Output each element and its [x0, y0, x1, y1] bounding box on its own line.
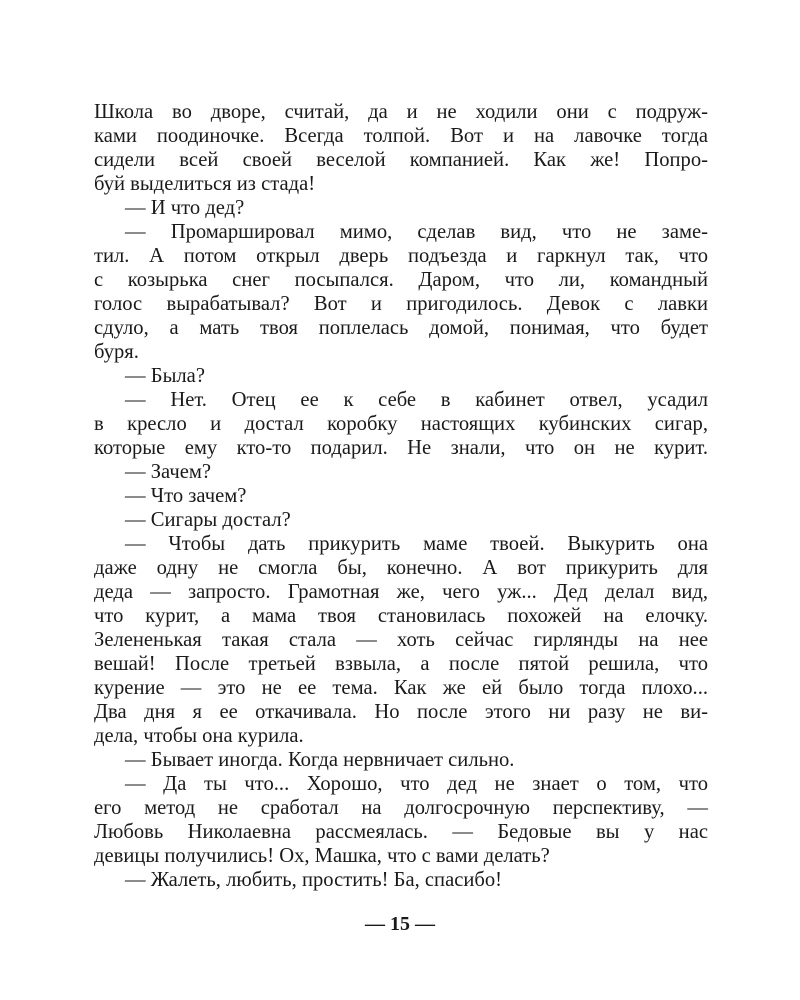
- text-line: сдуло, а мать твоя поплелась домой, понимая, что будет: [94, 317, 708, 339]
- dialogue-line: — Бывает иногда. Когда нервничает сильно.: [125, 749, 515, 771]
- dialogue-line: — Да ты что... Хорошо, что дед не знает о том, что: [125, 773, 708, 795]
- dialogue-line: — Что зачем?: [125, 485, 247, 507]
- text-line: голос вырабатывал? Вот и пригодилось. Девок с лавки: [94, 293, 708, 315]
- text-line: сидели всей своей веселой компанией. Как же! Попро-: [94, 149, 708, 171]
- dialogue-line: — Промаршировал мимо, сделав вид, что не заме-: [125, 221, 708, 243]
- text-line: Два дня я ее откачивала. Но после этого ни разу не ви-: [94, 701, 708, 723]
- text-line: с козырька снег посыпался. Даром, что ли, командный: [94, 269, 708, 291]
- body-text: [94, 100, 708, 892]
- text-line: даже одну не смогла бы, конечно. А вот прикурить для: [94, 557, 708, 579]
- text-line: буря.: [94, 341, 139, 363]
- text-line: Школа во дворе, считай, да и не ходили они с подруж-: [94, 101, 708, 123]
- text-line: деда — запросто. Грамотная же, чего уж... Дед делал вид,: [94, 581, 708, 603]
- text-line: дела, чтобы она курила.: [94, 725, 304, 747]
- text-line: вешай! После третьей взвыла, а после пятой решила, что: [94, 653, 708, 675]
- text-line: что курит, а мама твоя становилась похожей на елочку.: [94, 605, 708, 627]
- dialogue-line: — Сигары достал?: [125, 509, 291, 531]
- text-line: его метод не сработал на долгосрочную перспективу, —: [94, 797, 708, 819]
- dialogue-line: — Чтобы дать прикурить маме твоей. Выкурить она: [125, 533, 708, 555]
- text-line: в кресло и достал коробку настоящих кубинских сигар,: [94, 413, 708, 435]
- dialogue-line: — Нет. Отец ее к себе в кабинет отвел, усадил: [125, 389, 708, 411]
- text-line: Любовь Николаевна рассмеялась. — Бедовые вы у нас: [94, 821, 708, 843]
- text-line: девицы получились! Ох, Машка, что с вами делать?: [94, 845, 550, 867]
- text-line: тил. А потом открыл дверь подъезда и гаркнул так, что: [94, 245, 708, 267]
- dialogue-line: — Была?: [125, 365, 205, 387]
- dialogue-line: — Зачем?: [125, 461, 212, 483]
- text-line: ками поодиночке. Всегда толпой. Вот и на лавочке тогда: [94, 125, 708, 147]
- text-line: курение — это не ее тема. Как же ей было тогда плохо...: [94, 677, 708, 699]
- text-line: которые ему кто-то подарил. Не знали, что он не курит.: [94, 437, 708, 459]
- page-number: — 15 —: [365, 913, 435, 935]
- text-line: Зелененькая такая стала — хоть сейчас гирлянды на нее: [94, 629, 708, 651]
- text-line: буй выделиться из стада!: [94, 173, 316, 195]
- dialogue-line: — И что дед?: [125, 197, 245, 219]
- dialogue-line: — Жалеть, любить, простить! Ба, спасибо!: [125, 869, 503, 891]
